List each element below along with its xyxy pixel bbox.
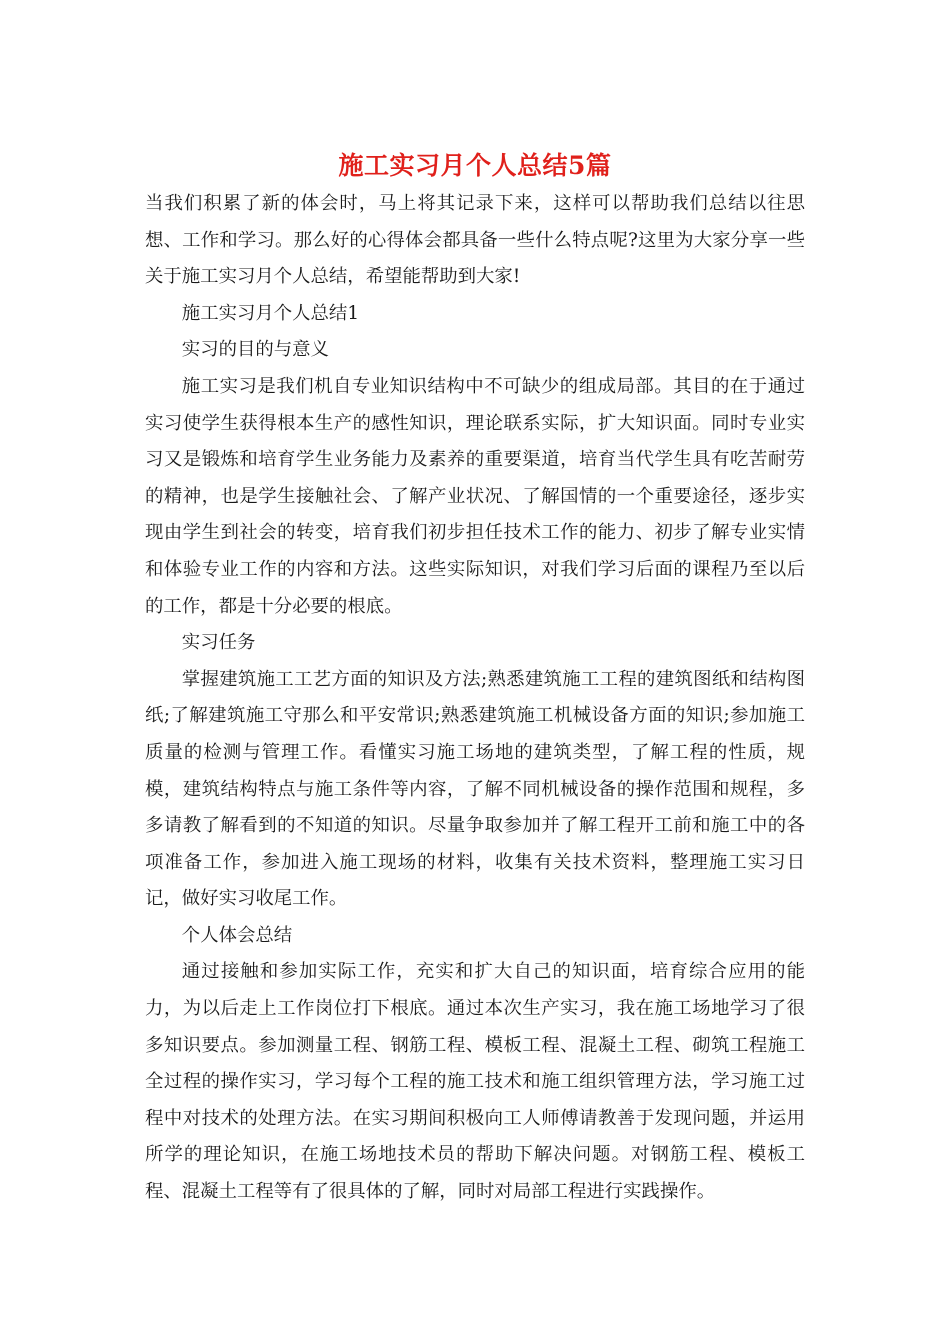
- summary-paragraph: 通过接触和参加实际工作，充实和扩大自己的知识面，培育综合应用的能力，为以后走上工作岗位打下根底。通过本次生产实习，我在施工场地学习了很多知识要点。参加测量工程、钢筋工程、模板工程、混凝土工程、砌筑工程施工全过程的操作实习，学习每个工程的施工技术和施工组织管理方法，学习施工过程中对技术的处理方法。在实习期间积极向工人师傅请教善于发现问题，并运用所学的理论知识，在施工场地技术员的帮助下解决问题。对钢筋工程、模板工程、混凝土工程等有了很具体的了解，同时对局部工程进行实践操作。: [145, 961, 805, 1203]
- purpose-heading: 实习的目的与意义: [181, 339, 329, 361]
- document-body: [145, 186, 805, 1211]
- intro-paragraph: 当我们积累了新的体会时，马上将其记录下来，这样可以帮助我们总结以往思想、工作和学习。那么好的心得体会都具备一些什么特点呢?这里为大家分享一些关于施工实习月个人总结，希望能帮助到大家!: [145, 193, 805, 288]
- task-paragraph: 掌握建筑施工工艺方面的知识及方法;熟悉建筑施工工程的建筑图纸和结构图纸;了解建筑施工守那么和平安常识;熟悉建筑施工机械设备方面的知识;参加施工质量的检测与管理工作。看懂实习施工场地的建筑类型，了解工程的性质，规模，建筑结构特点与施工条件等内容，了解不同机械设备的操作范围和规程，多多请教了解看到的不知道的知识。尽量争取参加并了解工程开工前和施工中的各项准备工作，参加进入施工现场的材料，收集有关技术资料，整理施工实习日记，做好实习收尾工作。: [145, 668, 805, 910]
- document-title: 施工实习月个人总结5篇: [338, 151, 612, 180]
- summary-heading: 个人体会总结: [181, 924, 293, 946]
- task-heading: 实习任务: [181, 632, 256, 654]
- section-heading: 施工实习月个人总结1: [181, 302, 360, 324]
- purpose-paragraph: 施工实习是我们机自专业知识结构中不可缺少的组成局部。其目的在于通过实习使学生获得根本生产的感性知识，理论联系实际，扩大知识面。同时专业实习又是锻炼和培育学生业务能力及素养的重要渠道，培育当代学生具有吃苦耐劳的精神，也是学生接触社会、了解产业状况、了解国情的一个重要途径，逐步实现由学生到社会的转变，培育我们初步担任技术工作的能力、初步了解专业实情和体验专业工作的内容和方法。这些实际知识，对我们学习后面的课程乃至以后的工作，都是十分必要的根底。: [145, 375, 805, 617]
